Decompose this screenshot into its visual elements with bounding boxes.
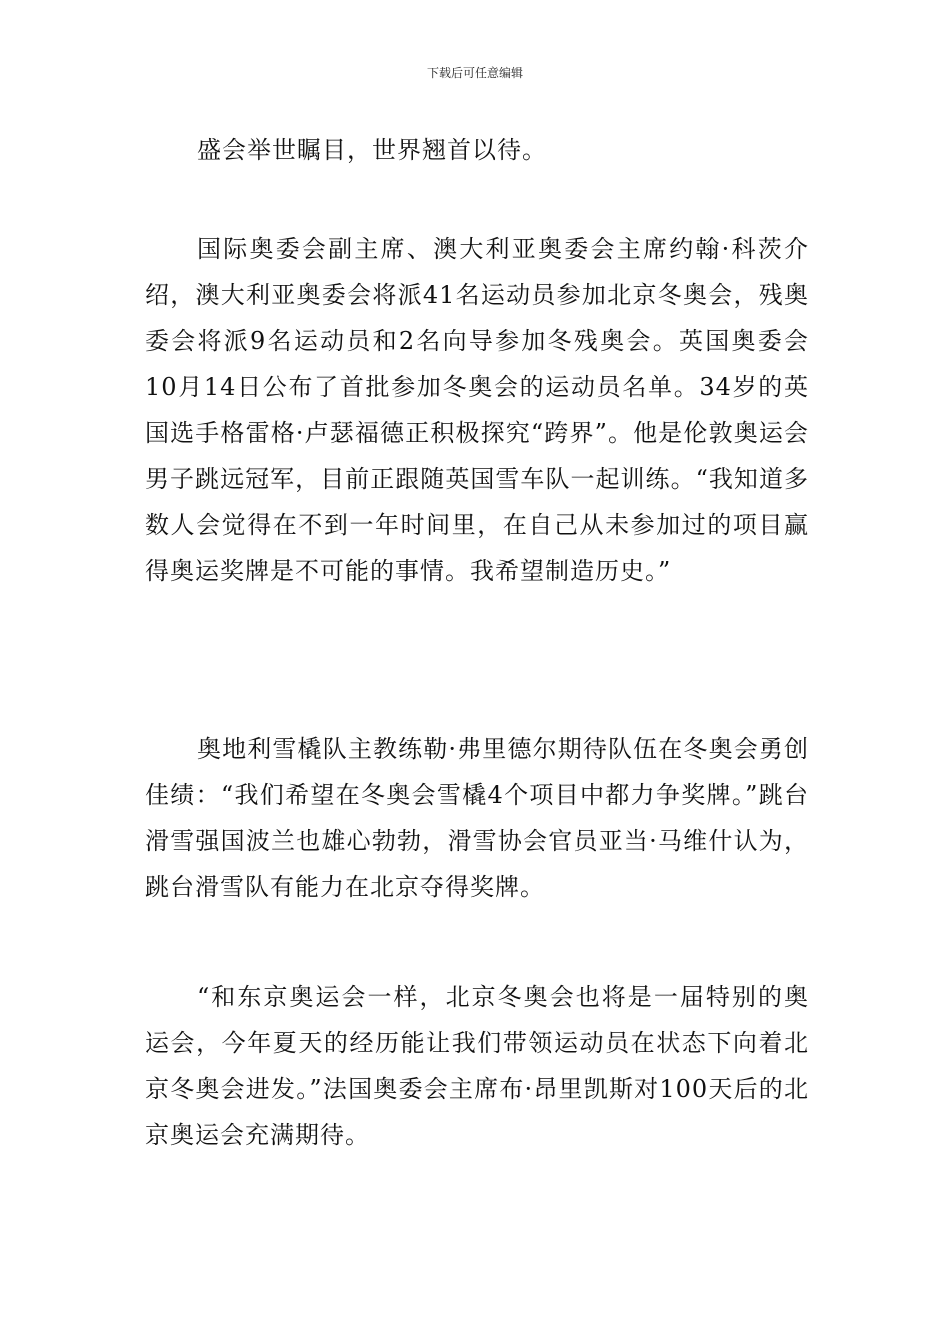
paragraph-2: 国际奥委会副主席、澳大利亚奥委会主席约翰·科茨介绍，澳大利亚奥委会将派41名运动员参加北京冬奥会，残奥委会将派9名运动员和2名向导参加冬残奥会。英国奥委会10月14日公布了首批参加冬奥会的运动员名单。34岁的英国选手格雷格·卢瑟福德正积极探究“跨界”。他是伦敦奥运会男子跳远冠军，目前正跟随英国雪车队一起训练。“我知道多数人会觉得在不到一年时间里，在自己从未参加过的项目赢得奥运奖牌是不可能的事情。我希望制造历史。” bbox=[145, 235, 809, 585]
paragraph-1: 盛会举世瞩目，世界翘首以待。 bbox=[197, 136, 547, 164]
paragraph-4: “和东京奥运会一样，北京冬奥会也将是一届特别的奥运会，今年夏天的经历能让我们带领运动员在状态下向着北京冬奥会进发。”法国奥委会主席布·昂里凯斯对100天后的北京奥运会充满期待。 bbox=[145, 983, 809, 1149]
page-header: 下载后可任意编辑 bbox=[426, 66, 523, 80]
paragraph-3: 奥地利雪橇队主教练勒·弗里德尔期待队伍在冬奥会勇创佳绩：“我们希望在冬奥会雪橇4个项目中都力争奖牌。”跳台滑雪强国波兰也雄心勃勃，滑雪协会官员亚当·马维什认为，跳台滑雪队有能力在北京夺得奖牌。 bbox=[145, 735, 809, 901]
